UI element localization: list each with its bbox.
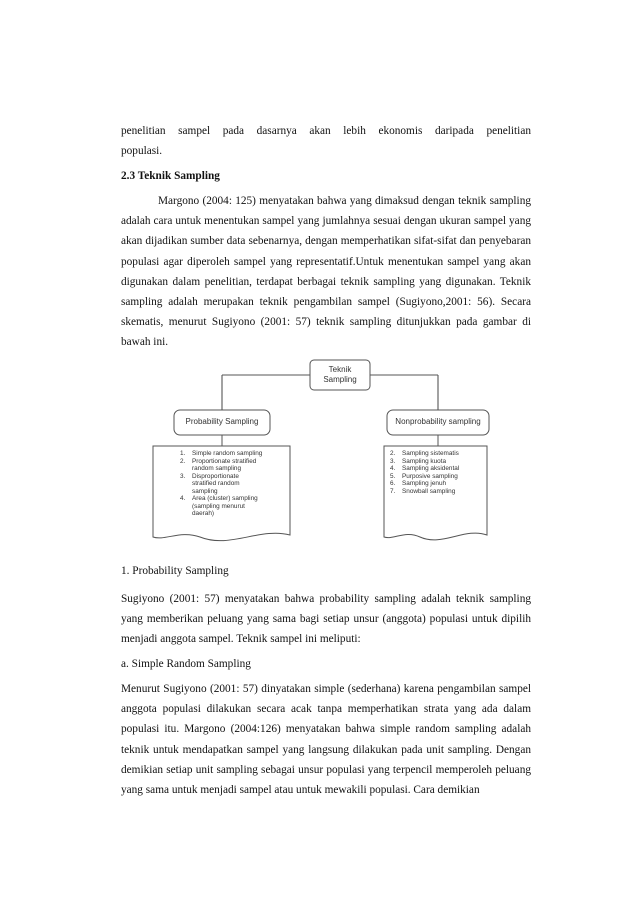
right-technique-list bbox=[390, 450, 459, 495]
nonprobability-list-item bbox=[390, 465, 459, 473]
sampling-diagram bbox=[150, 357, 490, 547]
probability-list-item-number: 3. bbox=[180, 472, 186, 480]
nonprobability-list-item-text: Sampling sistematis bbox=[402, 450, 459, 457]
nonprobability-list-item-number: 2. bbox=[390, 450, 396, 457]
left-category-label: Probability Sampling bbox=[185, 417, 259, 426]
probability-list-item bbox=[180, 510, 262, 518]
probability-list-item bbox=[180, 458, 262, 466]
root-label-line1: Teknik bbox=[328, 365, 352, 374]
subheading-simple-random: a. Simple Random Sampling bbox=[121, 658, 251, 670]
nonprobability-list-item-text: Sampling kuota bbox=[402, 457, 447, 465]
probability-list-item bbox=[180, 480, 262, 488]
root-label bbox=[310, 365, 370, 385]
probability-list-item-text: sampling bbox=[192, 487, 218, 495]
nonprobability-list-item-number: 3. bbox=[390, 457, 396, 465]
probability-list-item bbox=[180, 495, 262, 503]
root-label-line2: Sampling bbox=[323, 375, 357, 384]
probability-list-item-text: Simple random sampling bbox=[192, 450, 263, 457]
probability-list-item bbox=[180, 465, 262, 473]
nonprobability-list-item bbox=[390, 488, 459, 496]
nonprobability-list-item-text: Purposive sampling bbox=[402, 472, 458, 480]
probability-list-item-text: Proportionate stratified bbox=[192, 457, 257, 465]
probability-list-item-text: Area (cluster) sampling bbox=[192, 495, 258, 502]
probability-list-item-text: stratified random bbox=[192, 480, 240, 487]
probability-list-item-number: 2. bbox=[180, 457, 186, 465]
paragraph-probability: Sugiyono (2001: 57) menyatakan bahwa probability sampling adalah teknik sampling yang memberikan peluang yang sama bagi setiap unsur (anggota) populasi untuk dipilih menjadi anggota sampel. Teknik sampel ini meliputi: bbox=[121, 593, 531, 646]
probability-list-item-text: daerah) bbox=[192, 510, 215, 517]
nonprobability-list-item-number: 6. bbox=[390, 480, 396, 487]
probability-list-item-number: 1. bbox=[180, 450, 186, 457]
nonprobability-list-item-number: 7. bbox=[390, 487, 396, 495]
nonprobability-list-item bbox=[390, 473, 459, 481]
probability-list-item-number: 4. bbox=[180, 495, 186, 502]
paragraph-simple-random: Menurut Sugiyono (2001: 57) dinyatakan simple (sederhana) karena pengambilan sampel anggota populasi dilakukan secara acak tanpa memperhatikan strata yang ada dalam populasi itu. Margono (2004:126) menyatakan bahwa simple random sampling adalah teknik untuk mendapatkan sampel yang langsung dilakukan pada unit sampling. Dengan demikian setiap unit sampling sebagai unsur populasi yang terpencil memperoleh peluang yang sama untuk menjadi sampel atau untuk mewakili populasi. Cara demikian bbox=[121, 683, 531, 797]
probability-list-item bbox=[180, 488, 262, 496]
nonprobability-list-item bbox=[390, 450, 459, 458]
probability-list-item bbox=[180, 450, 262, 458]
nonprobability-list-item-text: Snowball sampling bbox=[402, 487, 456, 495]
nonprobability-list-item bbox=[390, 458, 459, 466]
nonprobability-list-item-text: Sampling aksidental bbox=[402, 465, 460, 472]
section-heading: 2.3 Teknik Sampling bbox=[121, 170, 220, 182]
intro-line-1: penelitian sampel pada dasarnya akan lebih ekonomis daripada penelitian bbox=[121, 125, 531, 137]
nonprobability-list-item-number: 5. bbox=[390, 472, 396, 480]
nonprobability-list-item bbox=[390, 480, 459, 488]
nonprobability-list-item-text: Sampling jenuh bbox=[402, 480, 447, 487]
probability-list-item bbox=[180, 503, 262, 511]
probability-list-item-text: random sampling bbox=[192, 465, 242, 472]
intro-line-2: populasi. bbox=[121, 145, 163, 158]
nonprobability-list-item-number: 4. bbox=[390, 465, 396, 472]
right-category-label: Nonprobability sampling bbox=[395, 417, 481, 426]
paragraph-teknik-sampling: Margono (2004: 125) menyatakan bahwa yang dimaksud dengan teknik sampling adalah cara untuk menentukan sampel yang jumlahnya sesuai dengan ukuran sampel yang akan dijadikan sumber data sebenarnya, dengan memperhatikan sifat-sifat dan penyebaran populasi agar diperoleh sampel yang representatif.Untuk menentukan sampel yang akan digunakan dalam penelitian, terdapat berbagai teknik sampling yang digunakan. Teknik sampling adalah merupakan teknik pengambilan sampel (Sugiyono,2001: 56). Secara skematis, menurut Sugiyono (2001: 57) teknik sampling ditunjukkan pada gambar di bawah ini. bbox=[121, 195, 531, 349]
left-technique-list bbox=[180, 450, 262, 518]
probability-list-item-text: (sampling menurut bbox=[192, 502, 245, 510]
intro-paragraph bbox=[121, 121, 531, 161]
subheading-probability: 1. Probability Sampling bbox=[121, 565, 229, 577]
probability-list-item bbox=[180, 473, 262, 481]
probability-list-item-text: Disproportionate bbox=[192, 472, 239, 480]
